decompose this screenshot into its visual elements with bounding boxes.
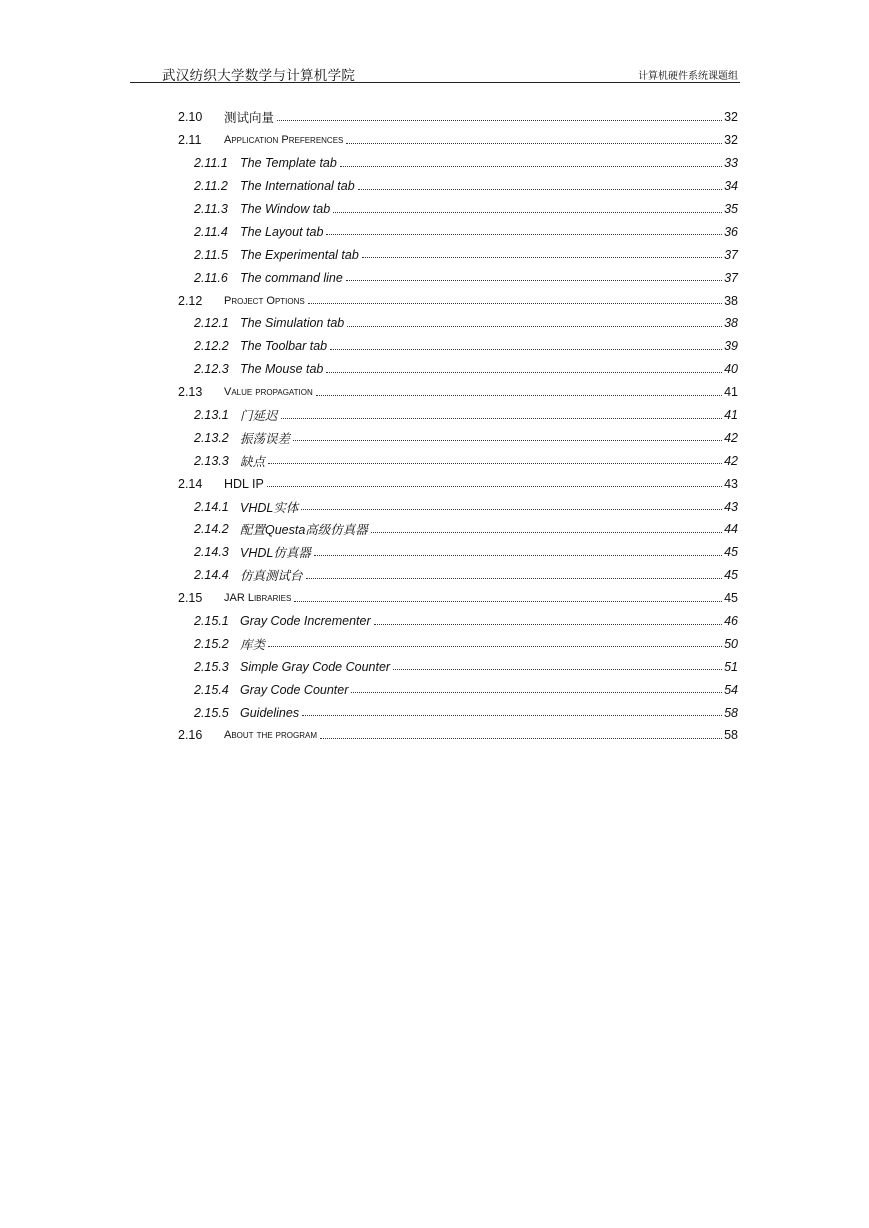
toc-entry-title: JAR Libraries [224, 592, 292, 605]
toc-entry-number: 2.14.1 [194, 499, 229, 514]
toc-dot-leader [277, 108, 722, 121]
toc-entry-title: Guidelines [240, 705, 300, 720]
toc-dot-leader [302, 703, 722, 716]
page-header [130, 60, 740, 83]
toc-entry[interactable] [178, 701, 738, 724]
toc-dot-leader [306, 566, 723, 579]
toc-entry-title: 门延迟 [240, 409, 278, 424]
toc-entry-title: Simple Gray Code Counter [240, 659, 391, 674]
toc-dot-leader [347, 314, 722, 327]
toc-entry-page: 41 [724, 408, 738, 423]
toc-entry-page: 32 [724, 133, 738, 148]
toc-entry-title: The Template tab [240, 156, 337, 171]
toc-entry-page: 45 [724, 568, 738, 583]
toc-dot-leader [358, 177, 722, 190]
toc-entry-page: 54 [724, 682, 738, 697]
toc-entry-number: 2.11.6 [194, 270, 228, 285]
toc-entry-page: 41 [724, 385, 738, 400]
toc-dot-leader [330, 337, 722, 350]
toc-entry-number: 2.15.5 [194, 705, 229, 720]
toc-entry-number: 2.14.4 [194, 568, 229, 583]
toc-entry[interactable] [178, 587, 738, 610]
toc-entry[interactable] [178, 518, 738, 541]
toc-entry-number: 2.13 [178, 385, 203, 400]
toc-entry-number: 2.11.3 [194, 202, 228, 216]
toc-entry-title: Gray Code Counter [240, 682, 349, 697]
toc-entry-title: Value propagation [224, 386, 313, 399]
toc-entry-number: 2.12.3 [194, 362, 229, 377]
toc-dot-leader [293, 428, 722, 441]
table-of-contents [178, 106, 738, 747]
toc-dot-leader [333, 200, 722, 213]
toc-dot-leader [320, 726, 722, 739]
toc-entry-title: 振荡误差 [240, 431, 291, 446]
toc-entry[interactable] [178, 632, 738, 655]
toc-entry-number: 2.13.3 [194, 453, 229, 468]
toc-entry-number: 2.12.1 [194, 316, 229, 331]
toc-entry[interactable] [178, 472, 738, 495]
toc-entry[interactable] [178, 312, 738, 335]
toc-entry-page: 40 [724, 362, 738, 377]
toc-entry-number: 2.12.2 [194, 339, 229, 354]
toc-dot-leader [346, 131, 722, 144]
toc-entry-page: 32 [724, 110, 738, 125]
toc-entry[interactable] [178, 266, 738, 289]
toc-entry[interactable] [178, 129, 738, 152]
toc-dot-leader [393, 657, 722, 670]
toc-entry-title: 测试向量 [224, 111, 275, 126]
toc-entry-page: 43 [724, 476, 738, 491]
toc-dot-leader [267, 474, 722, 487]
toc-entry-title: 库类 [240, 637, 266, 652]
toc-entry-number: 2.12 [178, 293, 203, 308]
toc-entry-page: 42 [724, 430, 738, 445]
toc-dot-leader [316, 383, 722, 396]
toc-entry-number: 2.13.1 [194, 408, 229, 423]
toc-entry-title: The Window tab [240, 202, 331, 216]
toc-entry[interactable] [178, 335, 738, 358]
toc-entry[interactable] [178, 106, 738, 129]
toc-entry[interactable] [178, 724, 738, 747]
toc-entry-title: The Experimental tab [240, 247, 359, 262]
header-institution: 武汉纺织大学数学与计算机学院 [162, 68, 356, 84]
toc-entry-number: 2.15.1 [194, 614, 229, 629]
toc-entry-title: 缺点 [240, 454, 266, 469]
toc-dot-leader [351, 680, 722, 693]
toc-entry-page: 37 [724, 270, 738, 285]
toc-entry-page: 35 [724, 202, 738, 216]
toc-entry-page: 50 [724, 636, 738, 651]
toc-entry-page: 58 [724, 728, 738, 743]
toc-entry[interactable] [178, 541, 738, 564]
toc-entry-title: About the program [224, 729, 318, 742]
toc-entry-page: 45 [724, 591, 738, 606]
toc-entry[interactable] [178, 426, 738, 449]
toc-entry-number: 2.15.4 [194, 682, 229, 697]
toc-entry-number: 2.14.3 [194, 545, 229, 560]
toc-entry-page: 46 [724, 614, 738, 629]
toc-entry-title: 仿真测试台 [240, 569, 303, 584]
toc-entry-number: 2.16 [178, 728, 203, 743]
toc-entry[interactable] [178, 678, 738, 701]
toc-entry-page: 33 [724, 156, 738, 171]
toc-dot-leader [346, 268, 722, 281]
toc-entry-title: VHDL实体 [240, 500, 299, 515]
toc-entry-page: 45 [724, 545, 738, 560]
toc-entry[interactable] [178, 381, 738, 404]
toc-dot-leader [294, 589, 722, 602]
toc-entry-title: Project Options [224, 294, 305, 307]
toc-entry-title: The Layout tab [240, 224, 324, 239]
toc-entry[interactable] [178, 404, 738, 427]
toc-entry-page: 44 [724, 522, 738, 537]
toc-entry-number: 2.11 [178, 133, 202, 148]
toc-entry-page: 51 [724, 659, 738, 674]
toc-entry-page: 38 [724, 293, 738, 308]
toc-entry-number: 2.15.3 [194, 659, 229, 674]
toc-dot-leader [314, 543, 722, 556]
toc-entry-title: Application Preferences [224, 134, 344, 147]
toc-entry-number: 2.15.2 [194, 636, 229, 651]
toc-entry[interactable] [178, 564, 738, 587]
toc-dot-leader [362, 245, 722, 258]
toc-dot-leader [374, 612, 722, 625]
toc-entry[interactable] [178, 655, 738, 678]
toc-entry-number: 2.13.2 [194, 430, 229, 445]
toc-entry-number: 2.14 [178, 476, 203, 491]
toc-entry-page: 34 [724, 179, 738, 194]
toc-entry-title: VHDL仿真器 [240, 546, 311, 561]
toc-dot-leader [340, 154, 722, 167]
toc-entry-page: 38 [724, 316, 738, 331]
toc-dot-leader [281, 406, 723, 419]
toc-entry-number: 2.14.2 [194, 522, 229, 537]
toc-dot-leader [268, 451, 722, 464]
toc-entry-page: 36 [724, 224, 738, 239]
toc-entry-title: The Mouse tab [240, 362, 324, 377]
toc-dot-leader [326, 222, 722, 235]
toc-entry-page: 39 [724, 339, 738, 354]
toc-entry[interactable] [178, 175, 738, 198]
toc-entry[interactable] [178, 449, 738, 472]
toc-entry-page: 42 [724, 453, 738, 468]
toc-entry-page: 43 [724, 499, 738, 514]
toc-entry[interactable] [178, 495, 738, 518]
toc-entry-page: 37 [724, 247, 738, 262]
toc-entry-number: 2.11.2 [194, 179, 228, 194]
toc-entry-title: HDL IP [224, 476, 264, 491]
toc-entry-page: 58 [724, 705, 738, 720]
toc-dot-leader [326, 360, 722, 373]
toc-entry[interactable] [178, 243, 738, 266]
toc-entry[interactable] [178, 198, 738, 221]
toc-entry-number: 2.10 [178, 110, 203, 125]
toc-dot-leader [371, 520, 722, 533]
toc-entry[interactable] [178, 152, 738, 175]
toc-entry-title: The International tab [240, 179, 355, 194]
toc-entry-number: 2.11.5 [194, 247, 228, 262]
header-group: 计算机硬件系统课题组 [638, 71, 738, 82]
toc-entry-number: 2.15 [178, 591, 203, 606]
toc-entry-title: Gray Code Incrementer [240, 614, 371, 629]
toc-entry[interactable] [178, 358, 738, 381]
toc-dot-leader [268, 634, 722, 647]
toc-entry-title: The Simulation tab [240, 316, 345, 331]
toc-entry[interactable] [178, 220, 738, 243]
toc-entry-number: 2.11.1 [194, 156, 228, 171]
toc-entry-title: 配置Questa高级仿真器 [240, 523, 368, 538]
toc-entry-number: 2.11.4 [194, 224, 228, 239]
toc-entry-title: The Toolbar tab [240, 339, 328, 354]
toc-entry[interactable] [178, 289, 738, 312]
toc-entry-title: The command line [240, 270, 343, 285]
toc-dot-leader [301, 497, 722, 510]
toc-entry[interactable] [178, 610, 738, 633]
toc-dot-leader [308, 291, 722, 304]
